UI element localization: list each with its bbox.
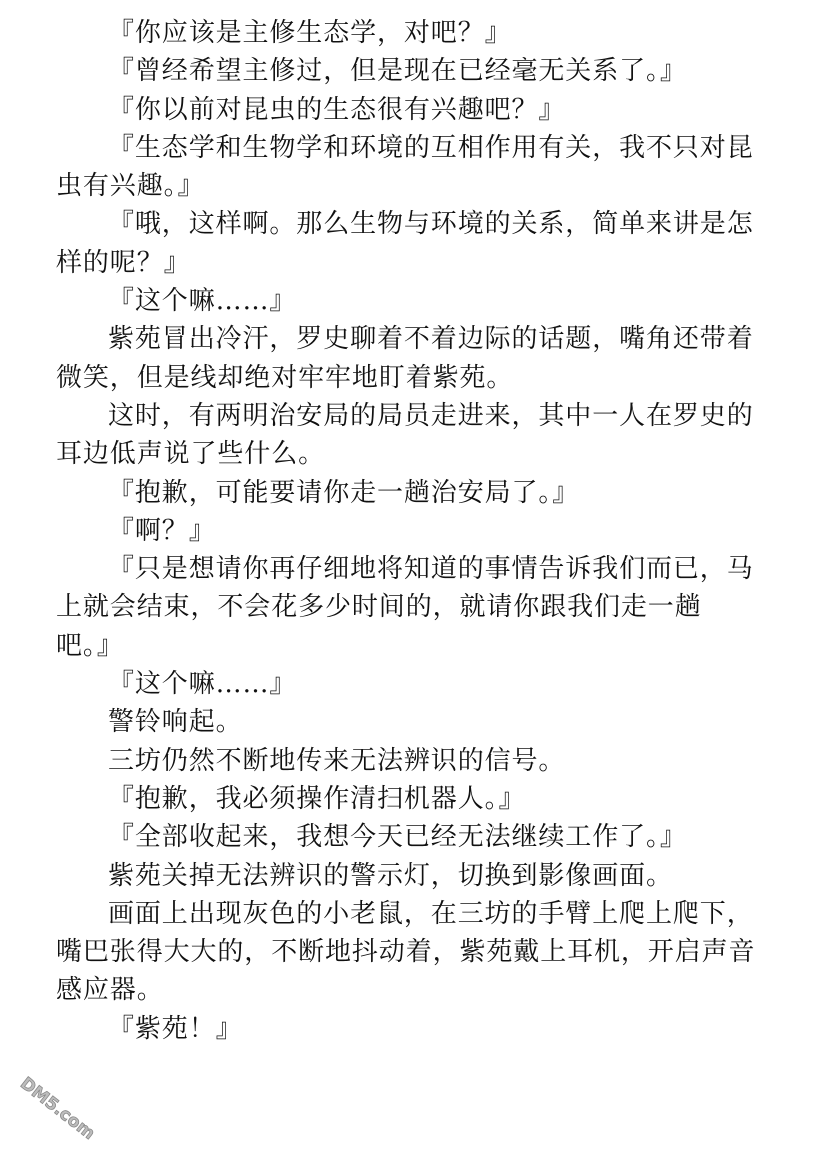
paragraph: 『你以前对昆虫的生态很有兴趣吧？』 (108, 94, 566, 125)
paragraph: 『抱歉，可能要请你走一趟治安局了。』 (108, 477, 580, 508)
paragraph: 『抱歉，我必须操作清扫机器人。』 (108, 783, 526, 814)
paragraph: 紫苑关掉无法辨识的警示灯，切换到影像画面。 (108, 860, 673, 891)
paragraph: 紫苑冒出冷汗，罗史聊着不着边际的话题，嘴角还带着微笑，但是线却绝对牢牢地盯着紫苑。 (56, 324, 754, 393)
paragraph: 『生态学和生物学和环境的互相作用有关，我不只对昆虫有兴趣。』 (56, 132, 754, 202)
paragraph: 『全部收起来，我想今天已经无法继续工作了。』 (108, 822, 687, 853)
paragraph: 『你应该是主修生态学，对吧？』 (108, 18, 512, 48)
paragraph: 『这个嘛……』 (108, 669, 297, 700)
paragraph: 『哦，这样啊。那么生物与环境的关系，简单来讲是怎样的呢？』 (56, 209, 754, 278)
paragraph: 警铃响起。 (108, 707, 243, 738)
paragraph: 三坊仍然不断地传来无法辨识的信号。 (108, 745, 566, 776)
paragraph: 这时，有两明治安局的局员走进来，其中一人在罗史的耳边低声说了些什么。 (56, 400, 754, 470)
dm5-watermark-logo (8, 1058, 108, 1158)
paragraph: 『曾经希望主修过，但是现在已经毫无关系了。』 (108, 56, 687, 87)
paragraph: 『啊？』 (108, 515, 216, 546)
watermark-text: DM5.com (16, 1073, 99, 1145)
paragraph: 『只是想请你再仔细地将知道的事情告诉我们而已，马上就会结束，不会花多少时间的，就请你跟我们走一趟吧。』 (56, 554, 754, 661)
document-page (56, 14, 756, 1048)
paragraph: 画面上出现灰色的小老鼠，在三坊的手臂上爬上爬下，嘴巴张得大大的，不断地抖动着，紫苑戴上耳机，开启声音感应器。 (56, 898, 756, 1006)
paragraph: 『这个嘛……』 (108, 286, 297, 317)
watermark-icon (8, 1058, 108, 1158)
paragraph: 『紫苑！』 (108, 1013, 243, 1044)
